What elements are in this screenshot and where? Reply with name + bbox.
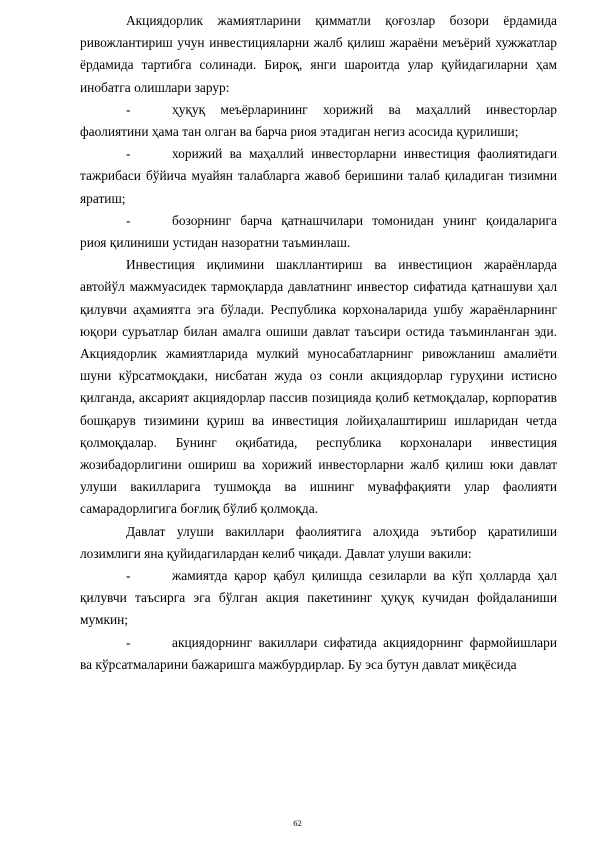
list-dash: - bbox=[126, 101, 131, 117]
list-dash: - bbox=[126, 146, 131, 162]
list-item-text: ҳуқуқ меъёрларининг хорижий ва маҳаллий инвесторлар фаолиятини ҳама тан олган ва барча риоя этадиган негиз асосида қурилиши; bbox=[80, 101, 557, 140]
list-item-text: бозорнинг барча қатнашчилари томонидан унинг қоидаларига риоя қилиниши устидан назоратни таъминлаш. bbox=[80, 212, 557, 251]
list-item-1 bbox=[80, 99, 557, 143]
paragraph-1: Акциядорлик жамиятларини қимматли қоғозлар бозори ёрдамида ривожлантириш учун инвестицияларни жалб қилиш жараёни меъёрий хужжатлар ёрдамида тартибга солинади. Бироқ, янги шароитда улар қуйидагиларни ҳам инобатга олишлари зарур: bbox=[80, 13, 557, 95]
list-item-text: акциядорнинг вакиллари сифатида акциядорнинг фармойишлари ва кўрсатмаларини бажаришга мажбурдирлар. Бу эса бутун давлат миқёсида bbox=[80, 634, 557, 672]
list-dash: - bbox=[126, 212, 131, 228]
list-dash: - bbox=[126, 634, 131, 650]
list-item-2 bbox=[80, 143, 557, 210]
paragraph-3: Давлат улуши вакиллари фаолиятига алоҳида эътибор қаратилиши лозимлиги яна қуйидагилардан келиб чиқади. Давлат улуши вакили: bbox=[80, 523, 557, 561]
document-page bbox=[80, 10, 557, 676]
list-dash: - bbox=[126, 568, 131, 584]
list-item-4 bbox=[80, 565, 557, 632]
paragraph-2: Инвестиция иқлимини шакллантириш ва инвестицион жараёнларда автойўл мажмуасидек тармоқларда давлатнинг инвестор сифатида қатнашуви ҳал қилувчи аҳамиятга эга бўлади. Республика корхоналарида ушбу жараёнларнинг юқори суръатлар билан амалга ошиши давлат таъсири остида таъминланган эди. Акциядорлик жамиятларида мулкий муносабатларнинг ривожланиш амалиёти шуни кўрсатмоқдаки, нисбатан жуда оз сонли акциядорлар гуруҳини истисно қилганда, аксарият акциядорлар пассив позицияда қолиб кетмоқдалар, корпоратив бошқарув тизимини қуриш ва инвестиция лойиҳалаштириш ишларидан четда қолмоқдалар. Бунинг оқибатида, республика корхоналари инвестиция жозибадорлигини ошириш ва хорижий инвесторларни жалб қилиш юки давлат улуши вакилларига тушмоқда ва ишнинг муваффақияти улар фаолияти самарадорлигига боғлиқ бўлиб қолмоқда. bbox=[80, 257, 557, 517]
list-item-text: хорижий ва маҳаллий инвесторларни инвестиция фаолиятидаги тажрибаси бўйича муайян талабларга жавоб беришини талаб қиладиган тизимни яратиш; bbox=[80, 146, 557, 206]
list-item-text: жамиятда қарор қабул қилишда сезиларли ва кўп ҳолларда ҳал қилувчи таъсирга эга бўлган акция пакетининг ҳуқуқ кучидан фойдаланиши мумкин; bbox=[80, 568, 557, 628]
page-number: 62 bbox=[293, 818, 302, 828]
list-item-3 bbox=[80, 210, 557, 254]
list-item-5 bbox=[80, 632, 557, 676]
